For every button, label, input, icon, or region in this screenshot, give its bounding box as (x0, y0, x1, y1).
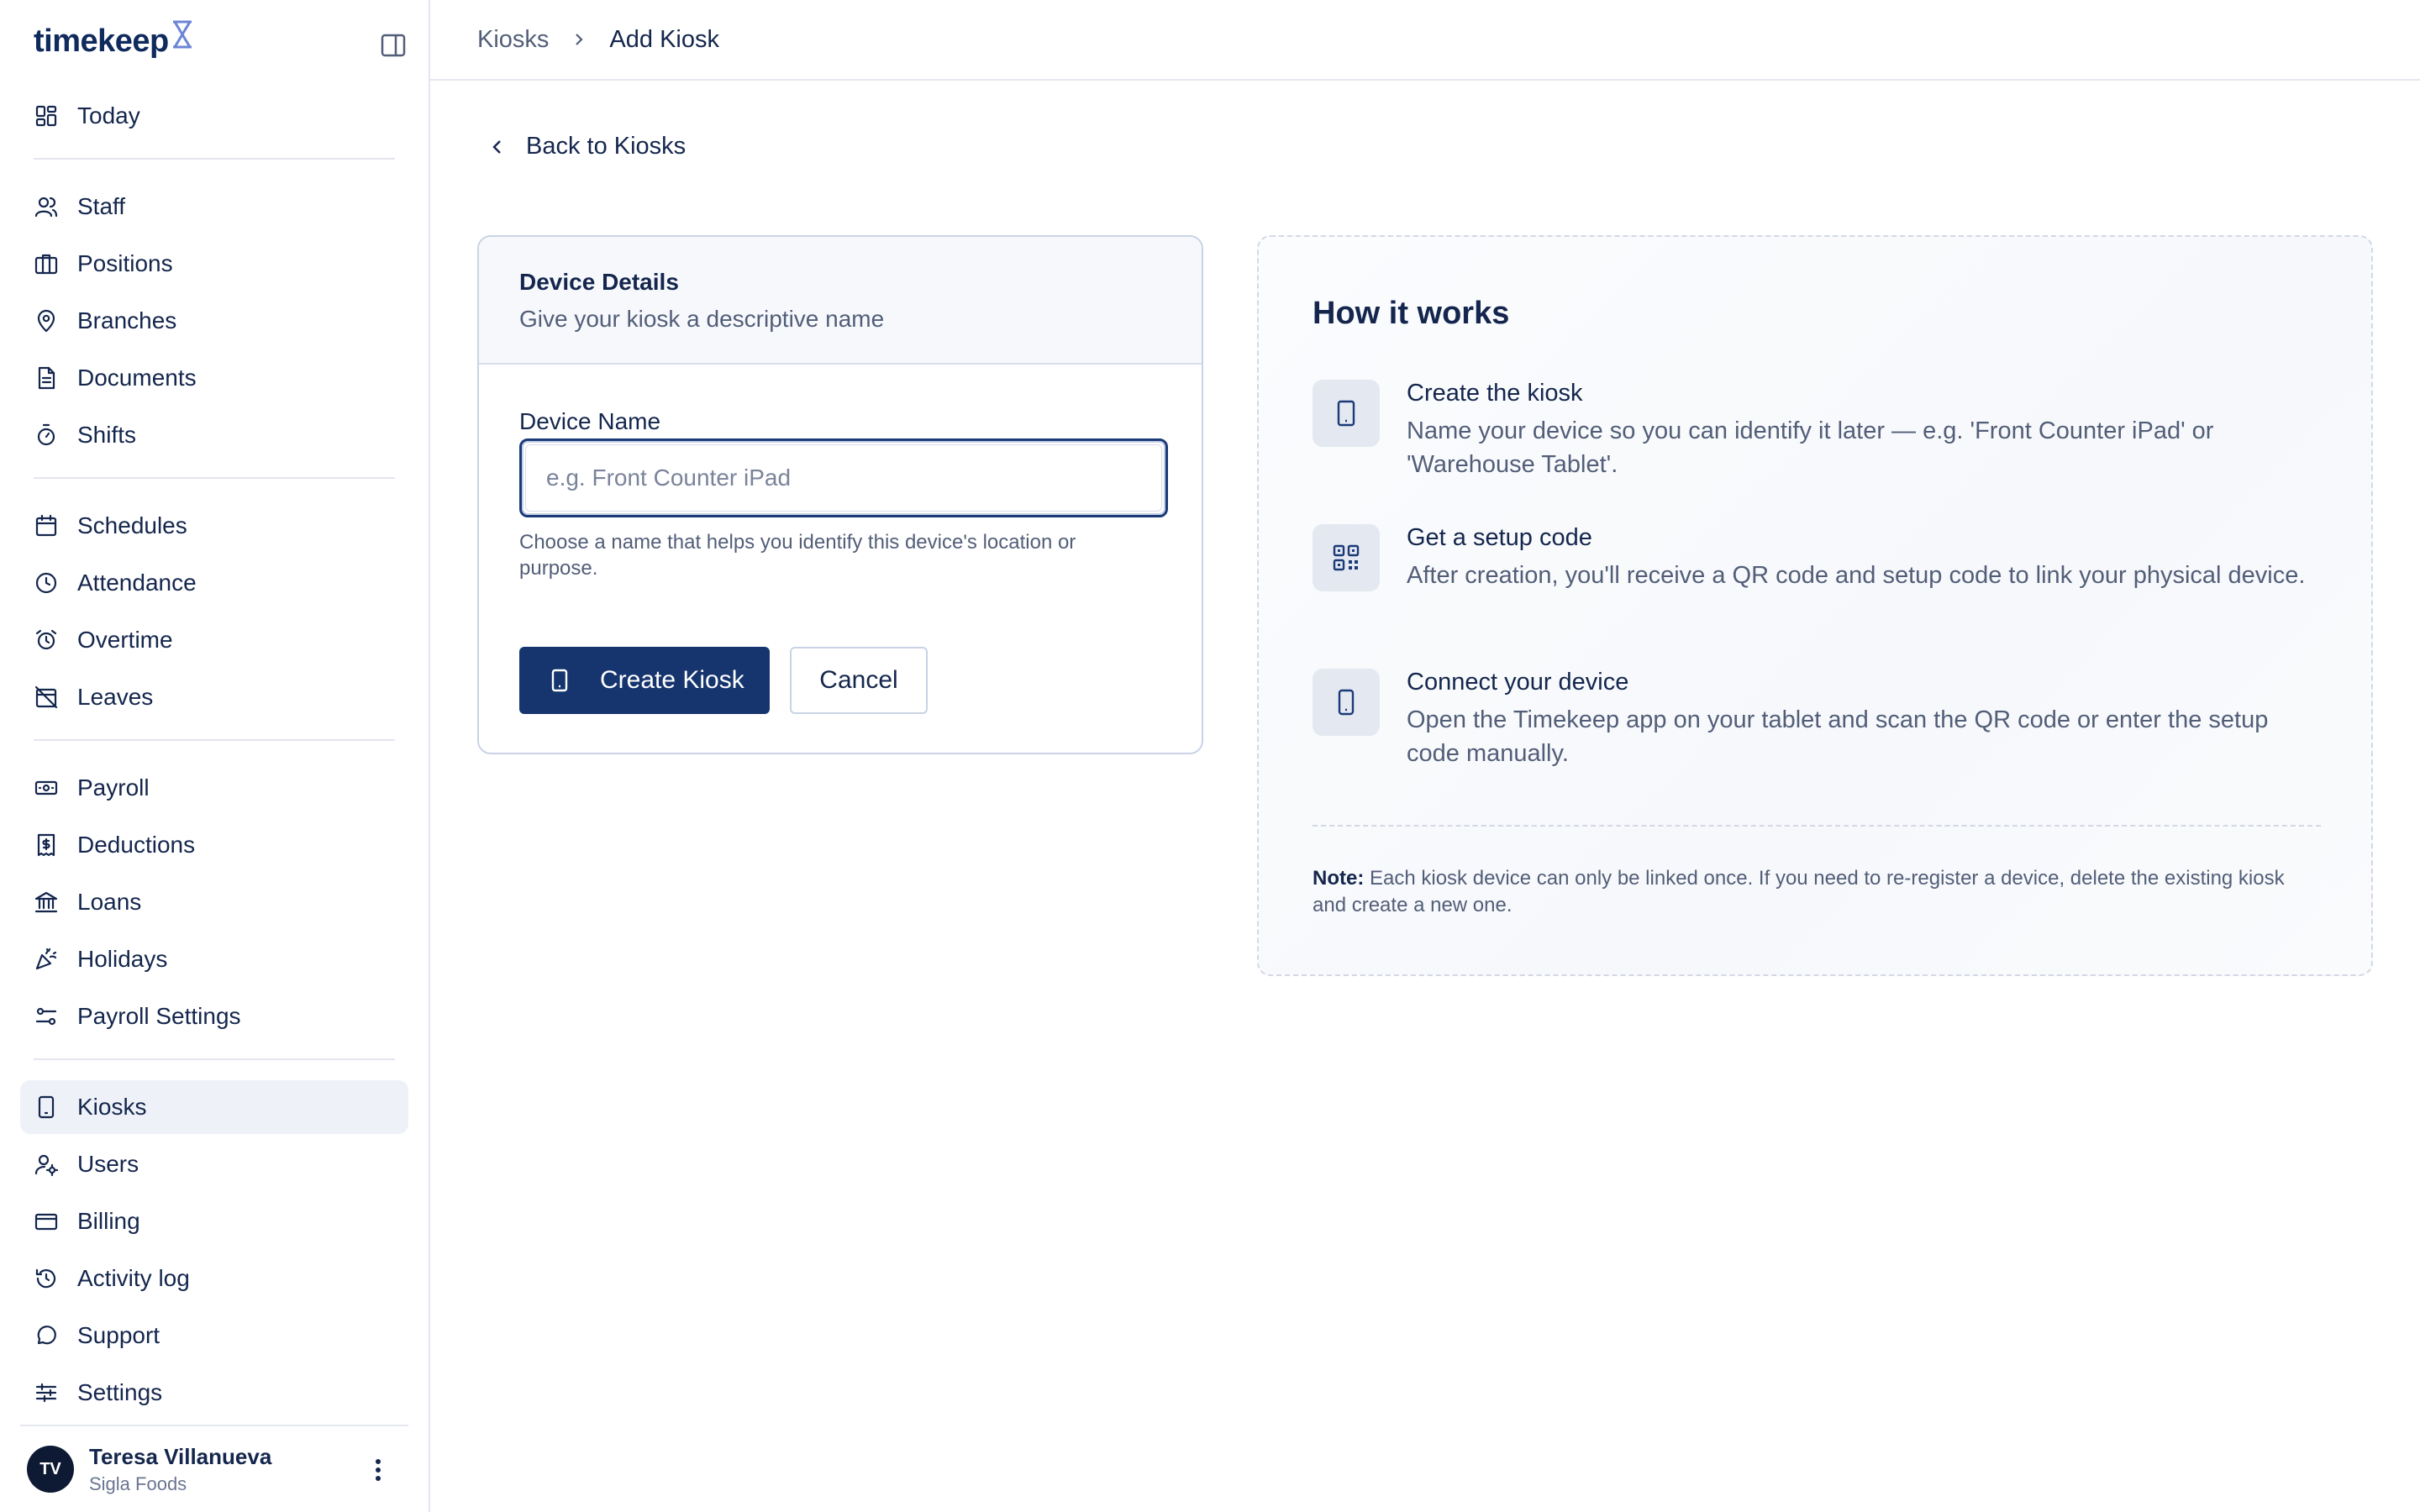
sidebar-item-label: Loans (77, 889, 142, 915)
card-title: Device Details (519, 269, 679, 295)
sidebar-item-label: Deductions (77, 832, 196, 858)
note-body: Each kiosk device can only be linked once. If you need to re-register a device, delete the existing kiosk and create a new one. (1313, 867, 2285, 916)
brand-logo[interactable] (34, 24, 194, 60)
step-description: After creation, you'll receive a QR code and setup code to link your physical device. (1407, 562, 2306, 589)
bank-icon (34, 890, 59, 915)
receipt-dollar-icon (34, 832, 59, 858)
back-to-kiosks-link[interactable] (487, 133, 686, 160)
breadcrumb-kiosks[interactable]: Kiosks (477, 25, 550, 53)
dashboard-icon (34, 103, 59, 129)
sidebar-item-documents[interactable] (20, 351, 408, 405)
sidebar-item-label: Activity log (77, 1265, 190, 1291)
sidebar-item-label: Positions (77, 250, 173, 276)
sidebar-item-users[interactable] (20, 1137, 408, 1191)
step-connect-device (1313, 669, 2314, 770)
sidebar-item-support[interactable] (20, 1309, 408, 1362)
sidebar-item-label: Payroll Settings (77, 1003, 241, 1029)
breadcrumb-current: Add Kiosk (609, 25, 719, 53)
step-title: Connect your device (1407, 669, 1629, 696)
users-icon (34, 194, 59, 219)
how-it-works-panel (1257, 235, 2373, 976)
step-description: Name your device so you can identify it later — e.g. 'Front Counter iPad' or 'Warehouse Tablet'. (1407, 417, 2214, 478)
message-circle-icon (34, 1323, 59, 1348)
divider (1313, 825, 2321, 827)
sidebar-item-label: Billing (77, 1208, 140, 1234)
settings-sliders-icon (34, 1380, 59, 1405)
step-title: Create the kiosk (1407, 380, 1583, 407)
sidebar-item-leaves[interactable] (20, 670, 408, 724)
cancel-button[interactable]: Cancel (790, 647, 928, 714)
note-text (1313, 865, 2321, 919)
party-popper-icon (34, 947, 59, 972)
step-description: Open the Timekeep app on your tablet and scan the QR code or enter the setup code manually. (1407, 706, 2269, 767)
sidebar-item-label: Documents (77, 365, 197, 391)
sidebar-item-label: Today (77, 102, 140, 129)
sidebar-item-kiosks[interactable] (20, 1080, 408, 1134)
nav-divider (34, 477, 395, 479)
history-icon (34, 1266, 59, 1291)
sidebar-item-billing[interactable] (20, 1194, 408, 1248)
sliders-icon (34, 1004, 59, 1029)
user-profile[interactable] (20, 1425, 408, 1512)
sidebar-item-label: Settings (77, 1379, 163, 1405)
document-icon (34, 365, 59, 391)
briefcase-icon (34, 251, 59, 276)
sidebar-item-schedules[interactable] (20, 499, 408, 553)
sidebar-item-label: Attendance (77, 570, 197, 596)
sidebar-item-holidays[interactable] (20, 932, 408, 986)
sidebar-item-today[interactable] (20, 89, 408, 143)
sidebar-item-label: Staff (77, 193, 126, 219)
device-details-card (477, 235, 1203, 754)
note-label: Note: (1313, 867, 1365, 890)
smartphone-icon (1313, 669, 1380, 736)
sidebar-toggle-icon[interactable] (380, 32, 407, 59)
sidebar-item-shifts[interactable] (20, 408, 408, 462)
credit-card-icon (34, 1209, 59, 1234)
sidebar-item-label: Payroll (77, 774, 150, 801)
step-setup-code (1313, 524, 2314, 592)
alarm-icon (34, 627, 59, 653)
main-content (430, 0, 2420, 1512)
sidebar-item-overtime[interactable] (20, 613, 408, 667)
sidebar-item-activity-log[interactable] (20, 1252, 408, 1305)
nav-divider (34, 158, 395, 160)
calendar-off-icon (34, 685, 59, 710)
device-name-helper: Choose a name that helps you identify this device's location or purpose. (519, 531, 1076, 580)
map-pin-icon (34, 308, 59, 333)
user-cog-icon (34, 1152, 59, 1177)
sidebar-item-label: Branches (77, 307, 177, 333)
sidebar-item-branches[interactable] (20, 294, 408, 348)
sidebar-item-positions[interactable] (20, 237, 408, 291)
sidebar-item-settings[interactable] (20, 1366, 408, 1420)
sidebar (0, 0, 430, 1512)
user-org: Sigla Foods (89, 1473, 187, 1494)
device-name-field-wrapper (519, 438, 1168, 517)
sidebar-item-label: Kiosks (77, 1094, 147, 1120)
sidebar-item-attendance[interactable] (20, 556, 408, 610)
sidebar-item-label: Holidays (77, 946, 168, 972)
sidebar-item-loans[interactable] (20, 875, 408, 929)
calendar-icon (34, 513, 59, 538)
chevron-right-icon (571, 31, 587, 48)
create-kiosk-button[interactable] (519, 647, 770, 714)
sidebar-item-payroll[interactable] (20, 761, 408, 815)
clock-icon (34, 570, 59, 596)
nav-divider (34, 1058, 395, 1060)
chevron-left-icon (487, 137, 508, 157)
sidebar-item-label: Shifts (77, 422, 137, 448)
banknote-icon (34, 775, 59, 801)
sidebar-item-label: Overtime (77, 627, 173, 653)
sidebar-item-deductions[interactable] (20, 818, 408, 872)
step-title: Get a setup code (1407, 524, 1592, 551)
tablet-icon (34, 1095, 59, 1120)
tablet-icon (1313, 380, 1380, 447)
back-link-label: Back to Kiosks (526, 133, 687, 160)
sidebar-item-label: Support (77, 1322, 160, 1348)
card-subtitle: Give your kiosk a descriptive name (519, 306, 885, 332)
user-name: Teresa Villanueva (89, 1443, 272, 1469)
sidebar-item-staff[interactable] (20, 180, 408, 234)
sidebar-nav (20, 89, 408, 1423)
card-header (479, 237, 1202, 365)
qr-code-icon (1313, 524, 1380, 591)
device-name-label: Device Name (519, 408, 661, 434)
create-kiosk-label: Create Kiosk (600, 666, 744, 694)
brand-name: timekeep (34, 24, 169, 59)
nav-divider (34, 739, 395, 741)
more-vertical-icon[interactable] (363, 1453, 393, 1487)
avatar: TV (27, 1446, 74, 1493)
sidebar-item-label: Users (77, 1151, 139, 1177)
hourglass-logo-icon (171, 20, 194, 49)
device-name-input[interactable] (525, 444, 1162, 512)
timer-icon (34, 423, 59, 448)
sidebar-item-payroll-settings[interactable] (20, 990, 408, 1043)
step-create-kiosk (1313, 380, 2314, 481)
sidebar-item-label: Schedules (77, 512, 187, 538)
sidebar-item-label: Leaves (77, 684, 154, 710)
tablet-icon (548, 669, 571, 692)
how-it-works-title: How it works (1313, 296, 1510, 331)
breadcrumb (430, 0, 2420, 81)
